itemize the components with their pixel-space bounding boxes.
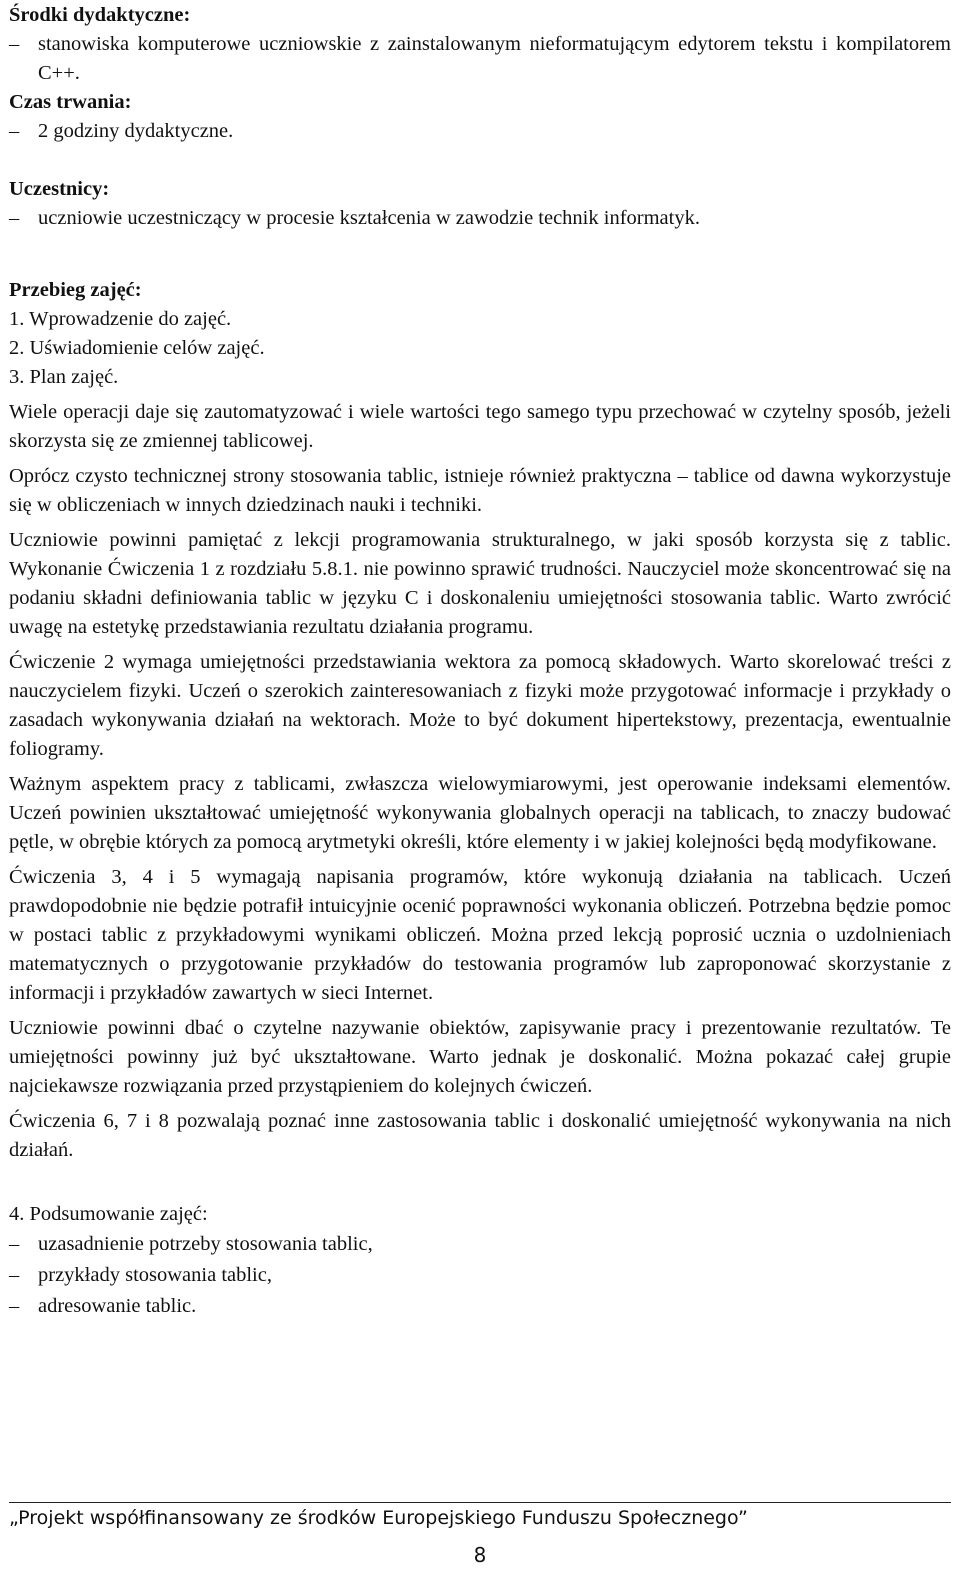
heading-podsumowanie: 4. Podsumowanie zajęć: — [9, 1203, 208, 1225]
footer-text: „Projekt współfinansowany ze środków Europejskiego Funduszu Społecznego” — [9, 1507, 748, 1529]
paragraph-8: Ćwiczenia 6, 7 i 8 pozwalają poznać inne zastosowania tablic i doskonalić umiejętność wykonywania na nich działań. — [9, 1110, 951, 1161]
paragraph-3: Uczniowie powinni pamiętać z lekcji programowania strukturalnego, w jaki sposób korzysta się z tablic. Wykonanie Ćwiczenia 1 z rozdziału 5.8.1. nie powinno sprawić trudności. Nauczyciel może skoncentrować się na podaniu składni definiowania tablic w języku C i doskonaleniu umiejętności stosowania tablic. Warto zwrócić uwagę na estetykę przedstawiania rezultatu działania programu. — [9, 529, 951, 638]
step-1: 1. Wprowadzenie do zajęć. — [9, 308, 232, 330]
list-item: – uczniowie uczestniczący w procesie kształcenia w zawodzie technik informatyk. — [9, 204, 951, 233]
list-uczestnicy — [9, 204, 951, 233]
heading-uczestnicy: Uczestnicy: — [9, 178, 110, 200]
list-item: – przykłady stosowania tablic, — [9, 1260, 951, 1291]
step-2: 2. Uświadomienie celów zajęć. — [9, 337, 265, 359]
paragraph-5: Ważnym aspektem pracy z tablicami, zwłaszcza wielowymiarowymi, jest operowanie indeksami elementów. Uczeń powinien ukształtować umiejętność wykonywania globalnych operacji na tablicach, to znaczy budować pętle, w obrębie których za pomocą arytmetyki określi, które elementy i w jakiej kolejności będą modyfikowane. — [9, 773, 951, 853]
document-page — [9, 0, 951, 1322]
heading-przebieg: Przebieg zajęć: — [9, 279, 142, 301]
list-item: – stanowiska komputerowe uczniowskie z zainstalowanym nieformatującym edytorem tekstu i kompilatorem C++. — [9, 30, 951, 88]
step-3: 3. Plan zajęć. — [9, 366, 119, 388]
list-czas — [9, 117, 951, 146]
footer-divider — [9, 1502, 951, 1503]
heading-srodki: Środki dydaktyczne: — [9, 4, 191, 26]
paragraph-7: Uczniowie powinni dbać o czytelne nazywanie obiektów, zapisywanie pracy i prezentowanie rezultatów. Te umiejętności powinny już być ukształtowane. Warto jednak je doskonalić. Można pokazać całej grupie najciekawsze rozwiązania przed przystąpieniem do kolejnych ćwiczeń. — [9, 1017, 951, 1097]
paragraph-6: Ćwiczenia 3, 4 i 5 wymagają napisania programów, które wykonują działania na tablicach. Uczeń prawdopodobnie nie będzie potrafił intuicyjnie ocenić poprawności wykonania obliczeń. Potrzebna będzie pomoc w postaci tablic z przykładowymi wynikami obliczeń. Można przed lekcją poprosić ucznia o uzdolnieniach matematycznych o przygotowanie przykładów do testowania programów lub zaproponować skorzystanie z informacji i przykładów zawartych w sieci Internet. — [9, 866, 951, 1004]
list-podsumowanie — [9, 1229, 951, 1322]
paragraph-1: Wiele operacji daje się zautomatyzować i wiele wartości tego samego typu przechować w czytelny sposób, jeżeli skorzysta się ze zmiennej tablicowej. — [9, 401, 951, 452]
heading-czas: Czas trwania: — [9, 91, 132, 113]
paragraph-2: Oprócz czysto technicznej strony stosowania tablic, istnieje również praktyczna – tablice od dawna wykorzystuje się w obliczeniach w innych dziedzinach nauki i techniki. — [9, 465, 951, 516]
page-number: 8 — [473, 1543, 487, 1567]
list-srodki — [9, 30, 951, 88]
list-item: – 2 godziny dydaktyczne. — [9, 117, 951, 146]
list-item: – adresowanie tablic. — [9, 1291, 951, 1322]
list-item: – uzasadnienie potrzeby stosowania tablic, — [9, 1229, 951, 1260]
paragraph-4: Ćwiczenie 2 wymaga umiejętności przedstawiania wektora za pomocą składowych. Warto skorelować treści z nauczycielem fizyki. Uczeń o szerokich zainteresowaniach z fizyki może przygotować informacje i przykłady o zasadach wykonywania działań na wektorach. Może to być dokument hipertekstowy, prezentacja, ewentualnie foliogramy. — [9, 651, 951, 760]
